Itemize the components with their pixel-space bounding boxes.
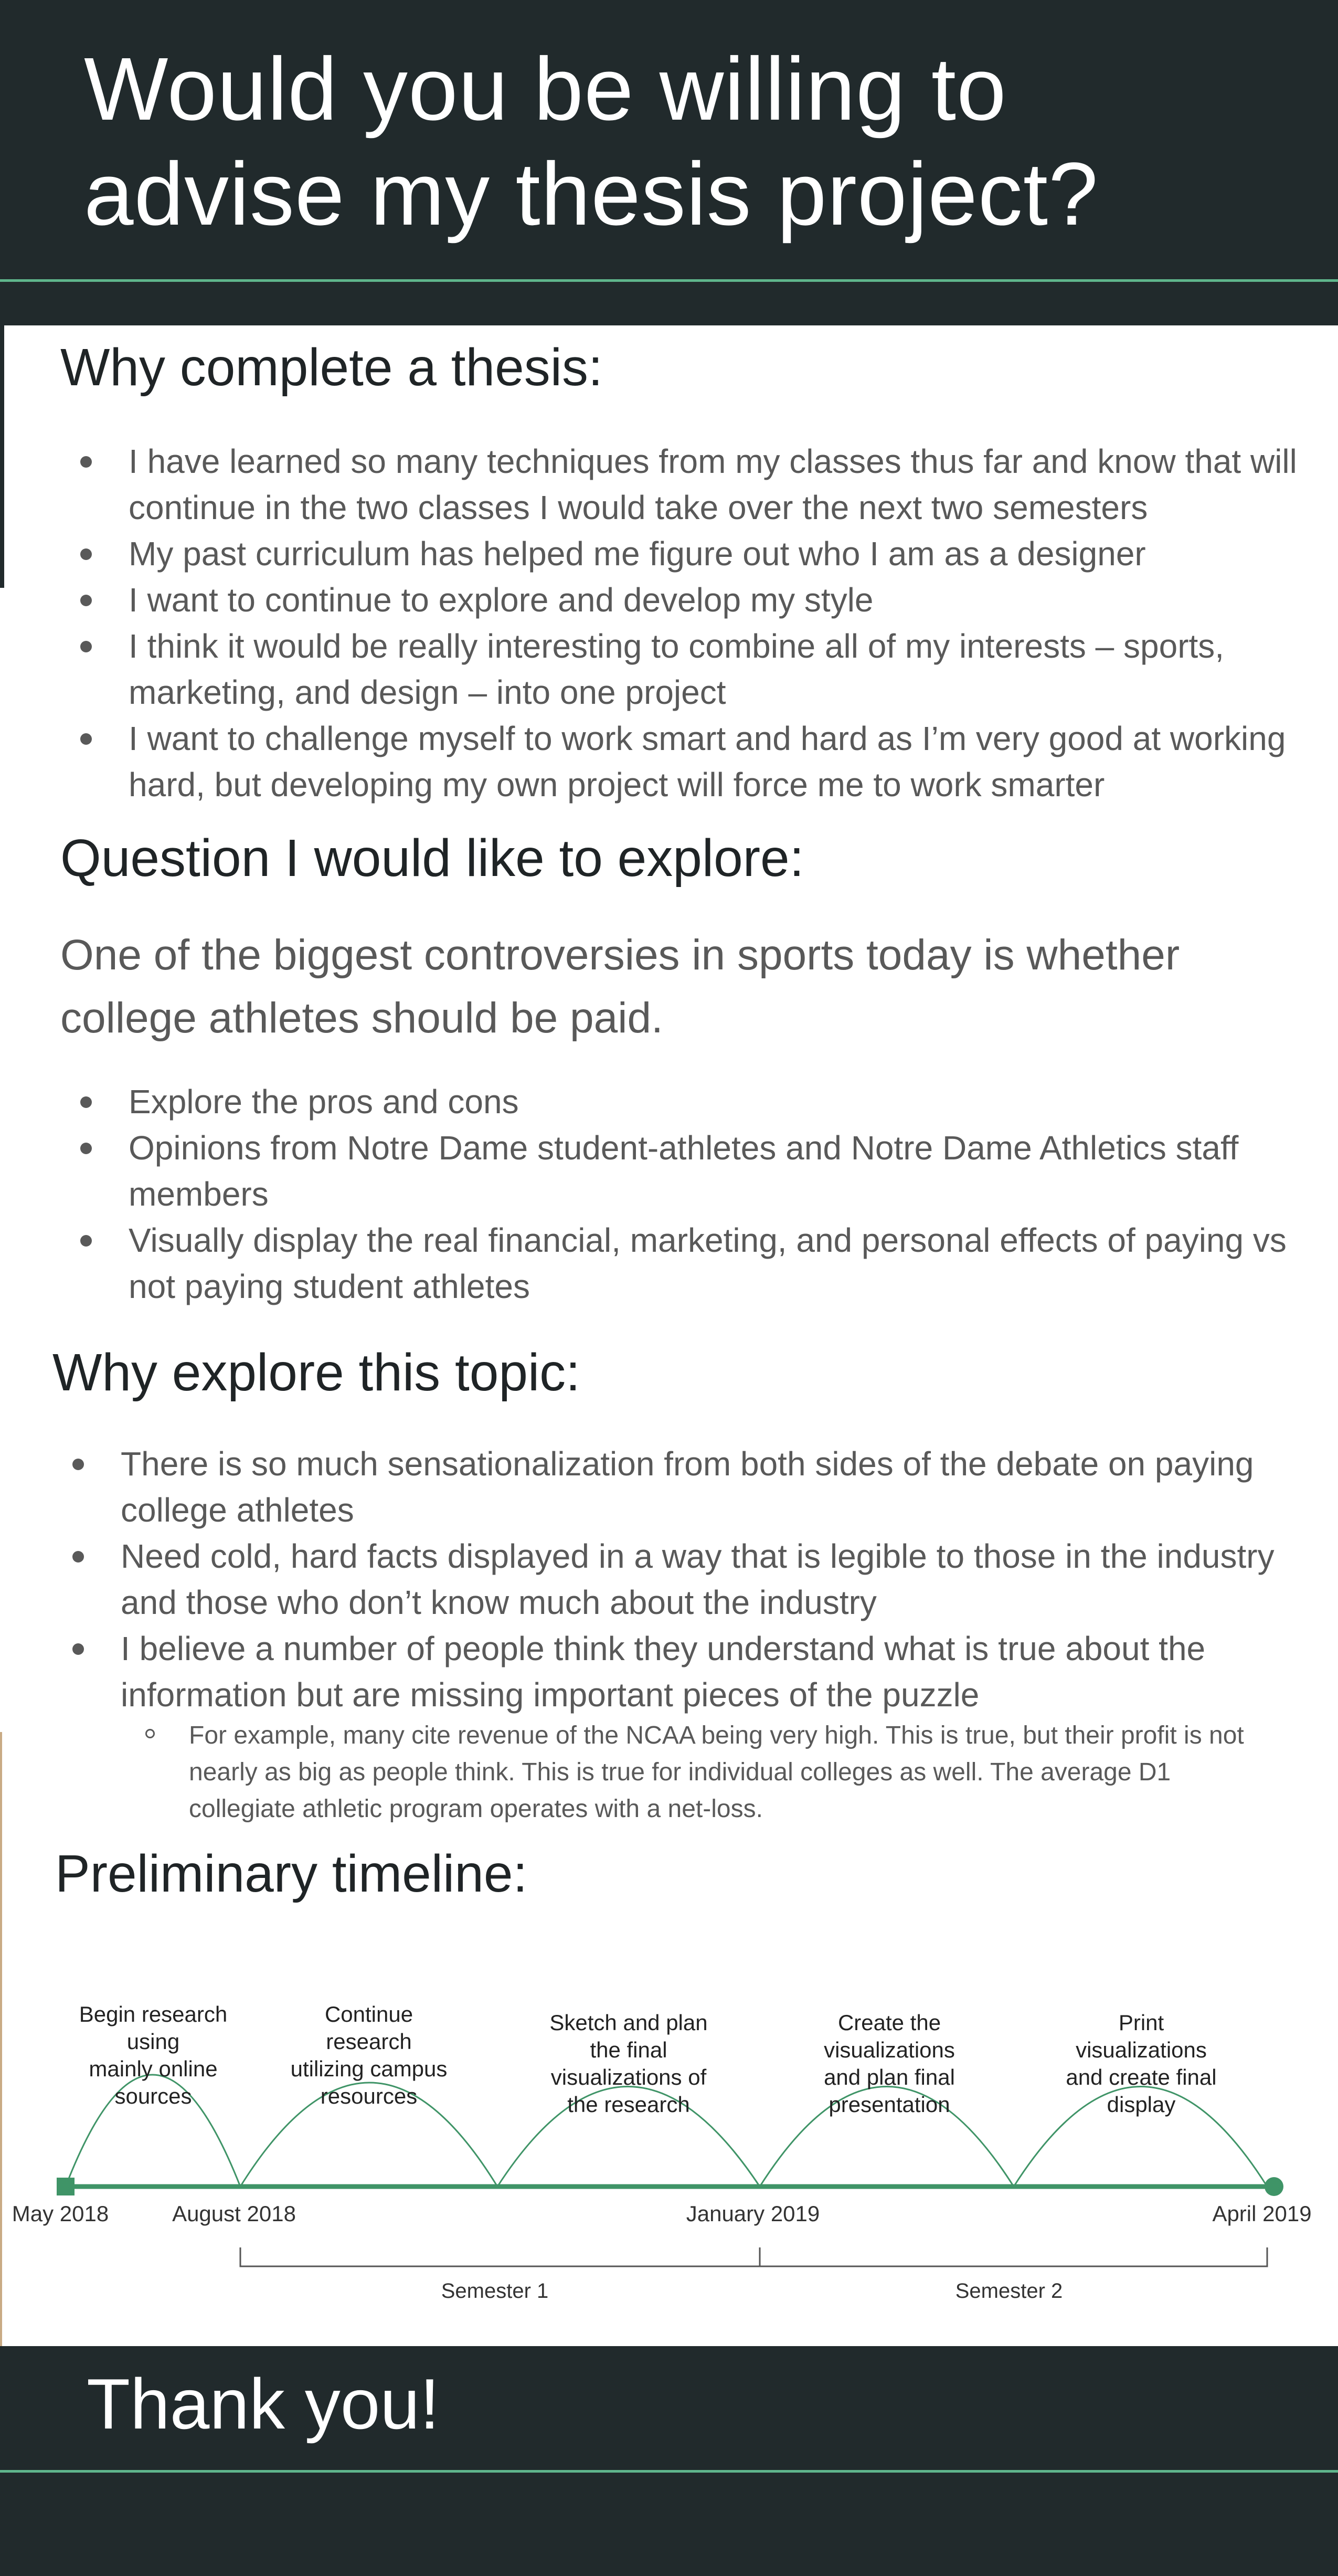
phase-1-label-line-1: Begin research [79, 2002, 228, 2026]
phase-2-label-line-4: resources [320, 2084, 418, 2108]
section-heading-why-topic: Why explore this topic: [52, 1343, 580, 1402]
semester-1-label: Semester 1 [441, 2279, 549, 2303]
semester-bracket [240, 2247, 1267, 2266]
phase-3-label-line-4: the research [567, 2092, 690, 2117]
timeline-date-january: January 2019 [686, 2201, 820, 2226]
list-item: My past curriculum has helped me figure out who I am as a designer [60, 531, 1309, 577]
phase-3-label-line-1: Sketch and plan [549, 2010, 708, 2035]
why-thesis-list [60, 438, 1309, 808]
semester-2-label: Semester 2 [955, 2279, 1063, 2303]
section-heading-question: Question I would like to explore: [60, 829, 804, 888]
timeline-end-marker [1265, 2177, 1283, 2196]
phase-5-label-line-4: display [1107, 2092, 1176, 2117]
phase-1-label-line-2: using [126, 2029, 180, 2054]
phase-2-label-line-3: utilizing campus [290, 2056, 448, 2081]
phase-4-label-line-2: visualizations [824, 2037, 955, 2062]
why-topic-list [52, 1441, 1312, 1718]
title-line-1: Would you be willing to [84, 39, 1007, 139]
phase-5-label-line-1: Print [1118, 2010, 1164, 2035]
phase-2-label-line-2: research [326, 2029, 412, 2054]
timeline-date-start: May 2018 [12, 2201, 109, 2226]
list-item: I want to continue to explore and develop my style [60, 577, 1309, 623]
list-item: I think it would be really interesting to combine all of my interests – sports, marketing, and design – into one project [60, 623, 1309, 715]
sub-list-item: For example, many cite revenue of the NCAA being very high. This is true, but their profit is not nearly as big as people think. This is true for individual colleges as well. The average D1 collegiate athletic program operates with a net-loss. [123, 1717, 1257, 1828]
timeline-start-marker [57, 2178, 75, 2195]
phase-2-label-line-1: Continue [324, 2002, 413, 2026]
section-heading-timeline: Preliminary timeline: [55, 1844, 528, 1903]
list-item: Explore the pros and cons [60, 1079, 1309, 1125]
list-item: There is so much sensationalization from both sides of the debate on paying college athletes [52, 1441, 1312, 1533]
phase-5-label-line-2: visualizations [1076, 2037, 1207, 2062]
phase-5-label-line-3: and create final [1066, 2065, 1217, 2089]
list-item: Opinions from Notre Dame student-athletes and Notre Dame Athletics staff members [60, 1125, 1309, 1217]
list-item: Need cold, hard facts displayed in a way that is legible to those in the industry and those who don’t know much about the industry [52, 1533, 1312, 1625]
why-topic-sublist [123, 1717, 1257, 1828]
list-item: Visually display the real financial, marketing, and personal effects of paying vs not paying student athletes [60, 1217, 1309, 1310]
footer-accent-line [0, 2470, 1338, 2473]
phase-4-label-line-1: Create the [837, 2010, 941, 2035]
title-line-2: advise my thesis project? [84, 144, 1099, 244]
page-title [84, 37, 1291, 247]
section-heading-why-thesis: Why complete a thesis: [60, 338, 603, 397]
phase-4-label-line-4: presentation [829, 2092, 950, 2117]
phase-1-label-line-4: sources [114, 2084, 192, 2108]
thank-you-text: Thank you! [87, 2364, 440, 2444]
phase-3-label-line-3: visualizations of [550, 2065, 707, 2089]
list-item: I believe a number of people think they understand what is true about the information but are missing important pieces of the puzzle [52, 1625, 1312, 1718]
timeline-date-end: April 2019 [1212, 2201, 1312, 2226]
phase-1-label-line-3: mainly online [89, 2056, 218, 2081]
phase-4-label-line-3: and plan final [824, 2065, 955, 2089]
phase-3-label-line-2: the final [590, 2037, 667, 2062]
header-accent-line [0, 279, 1338, 282]
list-item: I want to challenge myself to work smart and hard as I’m very good at working hard, but developing my own project will force me to work smarter [60, 715, 1309, 808]
question-lead-text: One of the biggest controversies in sports today is whether college athletes should be paid. [60, 931, 1180, 1042]
question-list [60, 1079, 1309, 1310]
timeline-diagram [0, 1984, 1338, 2351]
timeline-date-august: August 2018 [172, 2201, 296, 2226]
left-margin-rule [0, 325, 4, 588]
list-item: I have learned so many techniques from my classes thus far and know that will continue in the two classes I would take over the next two semesters [60, 438, 1309, 531]
